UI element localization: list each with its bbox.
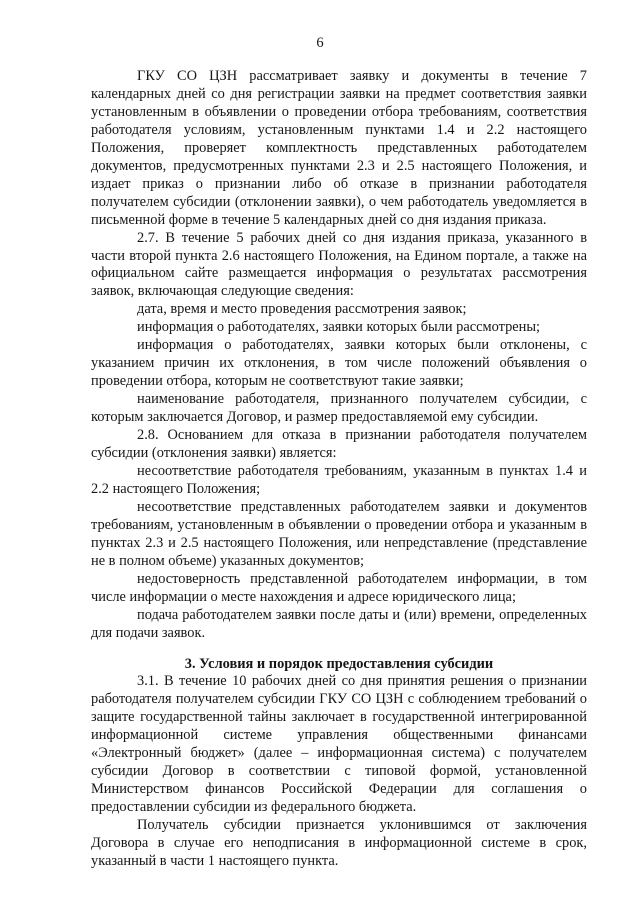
paragraph: подача работодателем заявки после даты и (или) времени, определенных для подачи заявок. (91, 606, 587, 641)
paragraph: 3.1. В течение 10 рабочих дней со дня принятия решения о признании работодателя получателем субсидии ГКУ СО ЦЗН с соблюдением требований о защите государственной тайны заключает в государственной интегрированной информационной системе управления общественными финансами «Электронный бюджет» (далее – информационная система) с получателем субсидии Договор в соответствии с типовой формой, установленной Министерством финансов Российской Федерации для соглашения о предоставлении субсидии из федерального бюджета. (91, 673, 587, 816)
paragraph: несоответствие представленных работодателем заявки и документов требованиям, установленным в объявлении о проведении отбора и указанным в пунктах 2.3 и 2.5 настоящего Положения, или непредставление (представление не в полном объеме) указанных документов; (91, 498, 587, 569)
paragraph: дата, время и место проведения рассмотрения заявок; (137, 301, 467, 318)
paragraph: информация о работодателях, заявки которых были рассмотрены; (137, 319, 541, 336)
paragraph: информация о работодателях, заявки которых были отклонены, с указанием причин их отклонения, в том числе положений объявления о проведении отбора, которым не соответствуют такие заявки; (91, 337, 587, 390)
paragraph: 2.7. В течение 5 рабочих дней со дня издания приказа, указанного в части второй пункта 2.6 настоящего Положения, на Едином портале, а также на официальном сайте размещается информация о результатах рассмотрения заявок, включающая следующие сведения: (91, 229, 587, 300)
section-heading: 3. Условия и порядок предоставления субсидии (184, 655, 494, 672)
paragraph: 2.8. Основанием для отказа в признании работодателя получателем субсидии (отклонения заявки) является: (91, 427, 587, 462)
page-number: 6 (316, 35, 324, 51)
paragraph: наименование работодателя, признанного получателем субсидии, с которым заключается Договор, и размер предоставляемой ему субсидии. (91, 391, 587, 426)
document-body (91, 68, 587, 871)
paragraph: ГКУ СО ЦЗН рассматривает заявку и документы в течение 7 календарных дней со дня регистрации заявки на предмет соответствия заявки установленным в объявлении о проведении отбора требованиям, соответствия работодателя условиям, установленным пунктами 1.4 и 2.2 настоящего Положения, проверяет комплектность представленных работодателем документов, предусмотренных пунктами 2.3 и 2.5 настоящего Положения, и издает приказ о признании либо об отказе в признании работодателя получателем субсидии (отклонении заявки), о чем работодатель уведомляется в письменной форме в течение 5 календарных дней со дня издания приказа. (91, 68, 587, 228)
paragraph: Получатель субсидии признается уклонившимся от заключения Договора в случае его неподписания в информационной системе в срок, указанный в части 1 настоящего пункта. (91, 817, 587, 869)
paragraph: недостоверность представленной работодателем информации, в том числе информации о месте нахождения и адресе юридического лица; (91, 570, 587, 605)
paragraph: несоответствие работодателя требованиям, указанным в пунктах 1.4 и 2.2 настоящего Положения; (91, 462, 587, 497)
